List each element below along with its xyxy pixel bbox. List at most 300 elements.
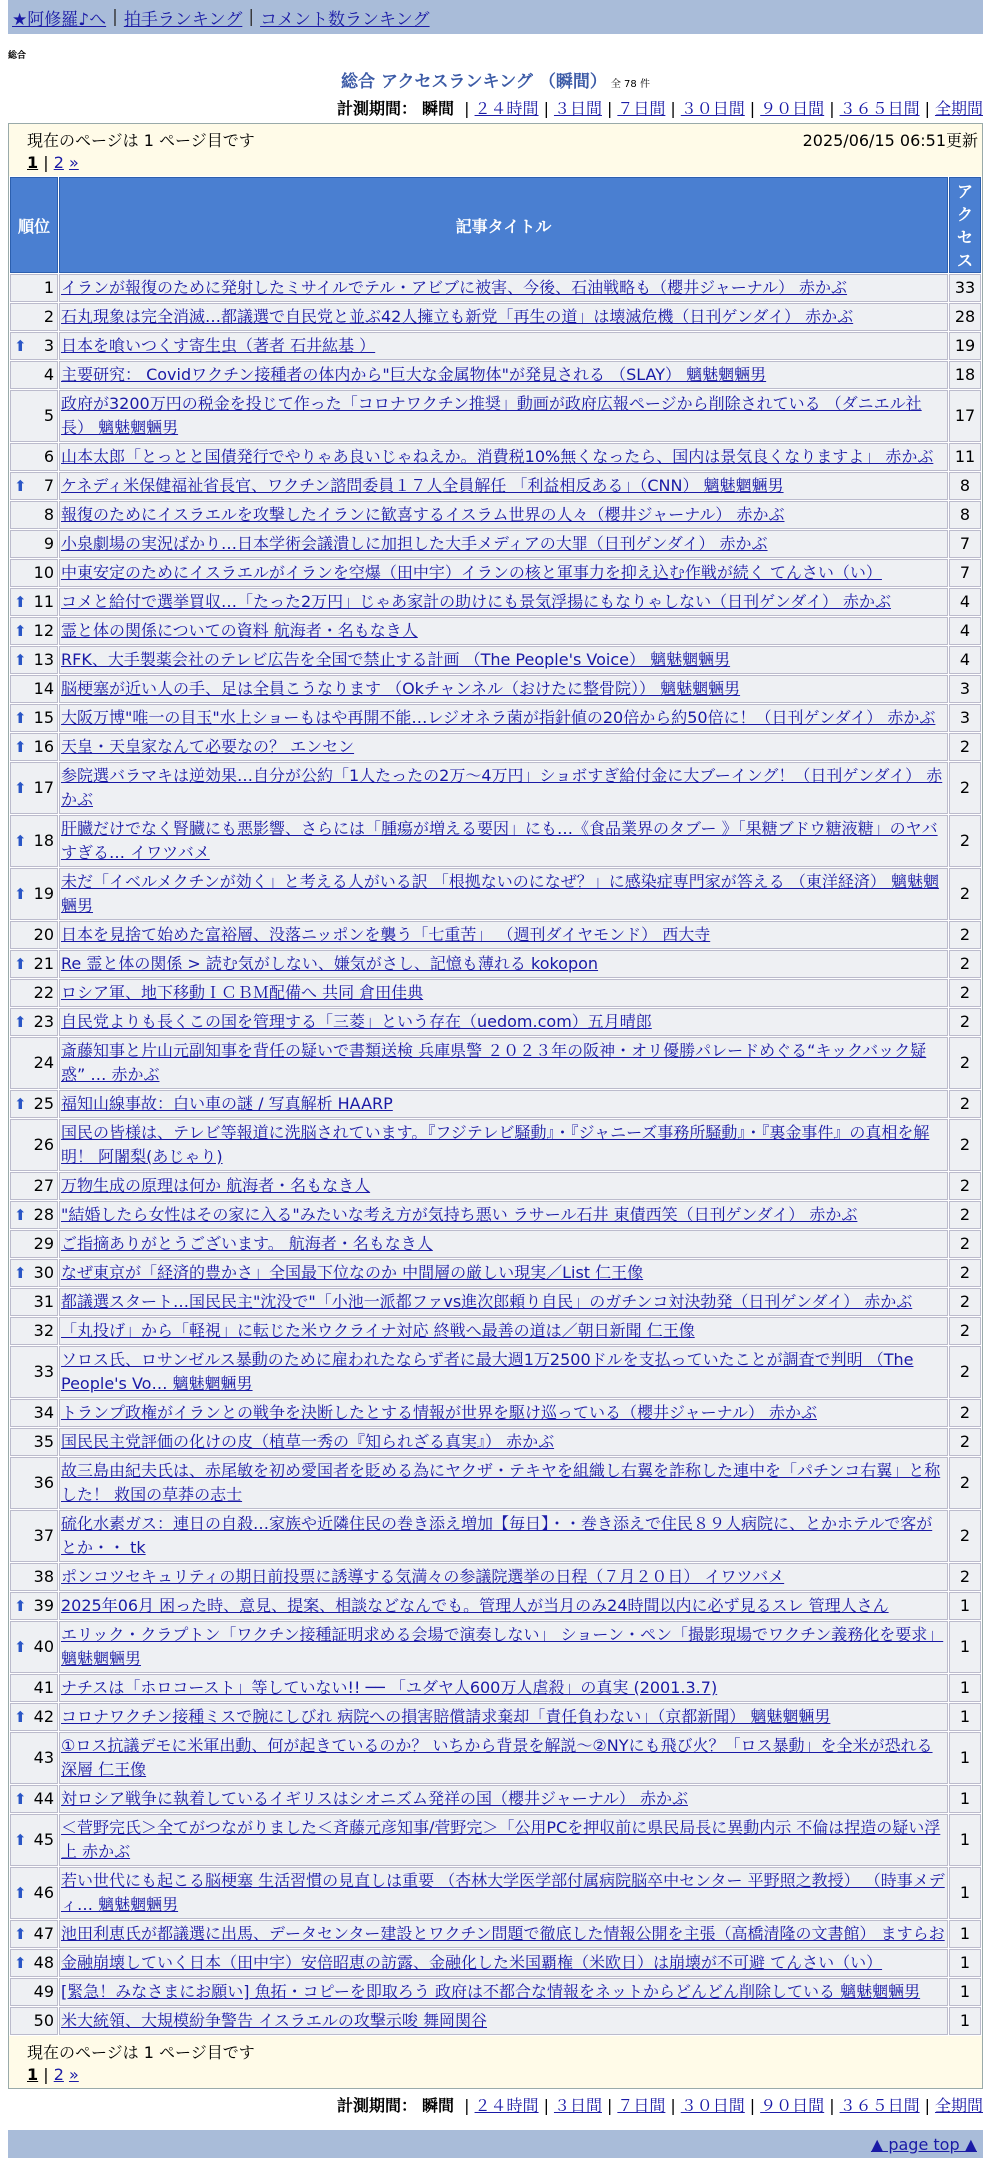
rank-up-icon: ⬆ [14, 709, 27, 727]
top-nav [8, 0, 983, 34]
table-row [10, 1346, 981, 1398]
rank-cell [10, 1563, 58, 1591]
article-link[interactable]: 参院選バラマキは逆効果…自分が公約「1人たったの2万～4万円」ショボすぎ給付金に大ブーイング！（日刊ゲンダイ） 赤かぶ [61, 766, 943, 809]
header-rank: 順位 [10, 177, 58, 273]
access-count: 2 [949, 868, 981, 920]
rank-up-icon: ⬆ [14, 1708, 27, 1726]
title-cell [59, 675, 948, 703]
access-count: 2 [949, 1090, 981, 1118]
period-separator: | [670, 99, 676, 118]
page-title: 総合 アクセスランキング （瞬間） [341, 72, 607, 92]
period-link[interactable]: ２４時間 [474, 2096, 539, 2115]
article-link[interactable]: 主要研究： Covidワクチン接種者の体内から"巨大な金属物体"が発見される （SLAY） 魑魅魍魎男 [61, 365, 767, 384]
article-link[interactable]: 「丸投げ」から「軽視」に転じた米ウクライナ対応 終戦へ最善の道は／朝日新聞 仁王像 [61, 1321, 695, 1340]
article-link[interactable]: トランプ政権がイランとの戦争を決断したとする情報が世界を駆け巡っている（櫻井ジャーナル） 赤かぶ [61, 1403, 817, 1422]
article-link[interactable]: 政府が3200万円の税金を投じて作った「コロナワクチン推奨」動画が政府広報ページから削除されている （ダニエル社長） 魑魅魍魎男 [61, 394, 922, 437]
rank-number: 13 [33, 650, 54, 669]
title-cell [59, 1621, 948, 1673]
access-count: 11 [949, 443, 981, 471]
access-count: 1 [949, 1592, 981, 1620]
table-row [10, 950, 981, 978]
article-link[interactable]: RFK、大手製薬会社のテレビ広告を全国で禁止する計画 （The People's Voice） 魑魅魍魎男 [61, 650, 731, 669]
page-info-bottom [9, 2036, 982, 2063]
title-cell [59, 979, 948, 1007]
article-link[interactable]: 故三島由紀夫氏は、赤尾敏を初め愛国者を貶める為にヤクザ・テキヤを組織し右翼を詐称した連中を「パチンコ右翼」と称した！ 救国の草莽の志士 [61, 1461, 941, 1504]
rank-number: 40 [33, 1637, 54, 1656]
rank-cell [10, 979, 58, 1007]
rank-number: 1 [43, 278, 54, 297]
article-link[interactable]: なぜ東京が「経済的豊かさ」全国最下位なのか 中間層の厳しい現実／List 仁王像 [61, 1263, 644, 1282]
rank-up-icon: ⬆ [14, 622, 27, 640]
article-link[interactable]: 石丸現象は完全消滅…都議選で自民党と並ぶ42人擁立も新党「再生の道」は壊滅危機（日刊ゲンダイ） 赤かぶ [61, 307, 854, 326]
rank-up-icon: ⬆ [14, 738, 27, 756]
rank-cell [10, 1119, 58, 1171]
title-cell [59, 303, 948, 331]
rank-cell [10, 2007, 58, 2035]
title-cell [59, 1090, 948, 1118]
period-link[interactable]: ９０日間 [760, 99, 825, 118]
access-count: 2 [949, 1346, 981, 1398]
table-row [10, 274, 981, 302]
access-count: 1 [949, 1867, 981, 1919]
article-link[interactable]: 報復のためにイスラエルを攻撃したイランに歓喜するイスラム世界の人々（櫻井ジャーナル） 赤かぶ [61, 505, 785, 524]
period-link[interactable]: ３０日間 [680, 99, 745, 118]
total-count: 全 78 件 [610, 79, 650, 90]
rank-cell [10, 1428, 58, 1456]
rank-number: 28 [33, 1205, 54, 1224]
nav-separator: | [248, 7, 255, 27]
title-cell [59, 588, 948, 616]
access-count: 4 [949, 588, 981, 616]
article-link[interactable]: 大阪万博"唯一の目玉"水上ショーもはや再開不能…レジオネラ菌が指針値の20倍から約50倍に！（日刊ゲンダイ） 赤かぶ [61, 708, 936, 727]
access-count: 8 [949, 472, 981, 500]
table-row [10, 1008, 981, 1036]
article-link[interactable]: ロシア軍、地下移動ＩＣＢＭ配備へ 共同 倉田佳典 [61, 983, 424, 1002]
article-link[interactable]: 対ロシア戦争に執着しているイギリスはシオニズム発祥の国（櫻井ジャーナル） 赤かぶ [61, 1789, 689, 1808]
access-count: 7 [949, 559, 981, 587]
title-cell [59, 1317, 948, 1345]
access-count: 1 [949, 1978, 981, 2006]
article-link[interactable]: ナチスは「ホロコースト」等していない!! ── 「ユダヤ人600万人虐殺」の真実 (2001.3.7) [61, 1678, 718, 1697]
table-row [10, 704, 981, 732]
table-row [10, 1230, 981, 1258]
article-link[interactable]: 福知山線事故：白い車の謎 / 写真解析 HAARP [61, 1094, 393, 1113]
title-cell [59, 950, 948, 978]
title-cell [59, 1920, 948, 1948]
article-link[interactable]: 池田利恵氏が都議選に出馬、データセンター建設とワクチン問題で徹底した情報公開を主張（高橋清隆の文書館） ますらお [61, 1924, 945, 1943]
rank-number: 36 [33, 1473, 54, 1492]
rank-cell [10, 390, 58, 442]
access-count: 2 [949, 921, 981, 949]
title-cell [59, 1867, 948, 1919]
rank-number: 21 [33, 954, 54, 973]
rank-up-icon: ⬆ [14, 477, 27, 495]
article-link[interactable]: 斎藤知事と片山元副知事を背任の疑いで書類送検 兵庫県警 ２０２３年の阪神・オリ優勝パレードめぐる“キックバック疑惑” … 赤かぶ [61, 1041, 927, 1084]
article-link[interactable]: ケネディ米保健福祉省長官、ワクチン諮問委員１７人全員解任 「利益相反ある」（CNN） 魑魅魍魎男 [61, 476, 784, 495]
rank-up-icon: ⬆ [14, 1206, 27, 1224]
rank-number: 9 [43, 534, 54, 553]
period-link[interactable]: ３６５日間 [839, 2096, 920, 2115]
period-separator: | [924, 99, 930, 118]
rank-number: 23 [33, 1012, 54, 1031]
rank-up-icon: ⬆ [14, 1954, 27, 1972]
period-link[interactable]: ３日間 [553, 99, 602, 118]
table-row [10, 1949, 981, 1977]
article-link[interactable]: ソロス氏、ロサンゼルス暴動のために雇われたならず者に最大週1万2500ドルを支払っていたことが調査で判明 （The People's Vo… 魑魅魍魎男 [61, 1350, 914, 1393]
title-cell [59, 1346, 948, 1398]
title-cell [59, 530, 948, 558]
period-separator: | [749, 99, 756, 118]
rank-up-icon: ⬆ [14, 885, 27, 903]
title-cell [59, 501, 948, 529]
article-link[interactable]: 金融崩壊していく日本（田中宇）安倍昭恵の訪露、金融化した米国覇権（米欧日）は崩壊が不可避 てんさい（い） [61, 1953, 883, 1972]
rank-number: 46 [33, 1883, 54, 1902]
rank-cell [10, 1346, 58, 1398]
rank-cell [10, 1703, 58, 1731]
rank-number: 5 [43, 406, 54, 425]
rank-number: 50 [33, 2011, 54, 2030]
access-count: 17 [949, 390, 981, 442]
access-count: 2 [949, 1510, 981, 1562]
access-count: 7 [949, 530, 981, 558]
access-count: 2 [949, 1119, 981, 1171]
title-cell [59, 868, 948, 920]
rank-cell [10, 501, 58, 529]
period-link[interactable]: ７日間 [617, 99, 666, 118]
rank-up-icon: ⬆ [14, 955, 27, 973]
period-label: 計測期間： [336, 2096, 417, 2115]
nav-separator: | [112, 7, 118, 27]
table-row [10, 675, 981, 703]
rank-up-icon: ⬆ [14, 1264, 27, 1282]
article-link[interactable]: 米大統領、大規模紛争警告 イスラエルの攻撃示唆 舞岡関谷 [61, 2011, 488, 2030]
access-count: 1 [949, 1920, 981, 1948]
rank-cell [10, 1037, 58, 1089]
rank-number: 7 [43, 476, 54, 495]
article-link[interactable]: コロナワクチン接種ミスで腕にしびれ 病院への損害賠償請求棄却「責任負わない」（京都新聞） 魑魅魍魎男 [61, 1707, 831, 1726]
rank-number: 2 [43, 307, 54, 326]
rank-cell [10, 274, 58, 302]
rank-cell [10, 361, 58, 389]
period-separator: | [464, 99, 470, 118]
article-link[interactable]: 硫化水素ガス：連日の自殺…家族や近隣住民の巻き添え増加【毎日】・・巻き添えで住民８９人病院に、とかホテルで客がとか・・ tk [61, 1514, 933, 1557]
page-title-line [0, 67, 991, 92]
title-cell [59, 472, 948, 500]
access-count: 2 [949, 815, 981, 867]
access-count: 4 [949, 617, 981, 645]
page-info [9, 124, 982, 151]
period-separator: | [606, 2096, 613, 2115]
rank-cell [10, 1230, 58, 1258]
title-cell [59, 1785, 948, 1813]
table-row [10, 1703, 981, 1731]
updated-timestamp: 2025/06/15 06:51更新 [802, 131, 978, 150]
table-row [10, 1510, 981, 1562]
pager-bottom: 1 | 2 » [27, 2065, 79, 2084]
access-count: 2 [949, 1457, 981, 1509]
article-link[interactable]: 自民党よりも長くこの国を管理する「三菱」という存在（uedom.com）五月晴郎 [61, 1012, 652, 1031]
period-link[interactable]: ２４時間 [474, 99, 539, 118]
table-row [10, 646, 981, 674]
article-link[interactable]: 2025年06月 困った時、意見、提案、相談などなんでも。管理人が当月のみ24時間以内に必ず見るスレ 管理人さん [61, 1596, 889, 1615]
access-count: 1 [949, 1949, 981, 1977]
article-link[interactable]: [緊急！みなさまにお願い] 魚拓・コピーを即取ろう 政府は不都合な情報をネットからどんどん削除している 魑魅魍魎男 [61, 1982, 921, 2001]
period-selector [0, 96, 983, 119]
article-link[interactable]: "結婚したら女性はその家に入る"みたいな考え方が気持ち悪い ラサール石井 東債西笑（日刊ゲンダイ） 赤かぶ [61, 1205, 858, 1224]
period-link[interactable]: ３日間 [553, 2096, 602, 2115]
rank-number: 17 [33, 778, 54, 797]
pager-current: 1 [27, 2065, 39, 2084]
rank-number: 14 [33, 679, 54, 698]
period-link[interactable]: 全期間 [934, 99, 983, 118]
access-count: 4 [949, 646, 981, 674]
ranking-panel [8, 123, 983, 2089]
article-link[interactable]: 天皇・天皇家なんて必要なの？ エンセン [61, 737, 355, 756]
article-link[interactable]: 万物生成の原理は何か 航海者・名もなき人 [61, 1176, 371, 1195]
period-link[interactable]: ７日間 [617, 2096, 666, 2115]
nav-link-asyura[interactable]: ★阿修羅♪へ [12, 9, 107, 30]
title-cell [59, 274, 948, 302]
access-count: 2 [949, 1288, 981, 1316]
rank-number: 42 [33, 1707, 54, 1726]
title-cell [59, 1428, 948, 1456]
rank-cell [10, 1949, 58, 1977]
access-count: 2 [949, 733, 981, 761]
pager-next[interactable]: » [68, 153, 79, 172]
rank-cell [10, 303, 58, 331]
table-row [10, 559, 981, 587]
rank-cell [10, 1674, 58, 1702]
period-link[interactable]: ３６５日間 [839, 99, 920, 118]
nav-link-clap-ranking[interactable]: 拍手ランキング [123, 9, 243, 30]
article-link[interactable]: 霊と体の関係についての資料 航海者・名もなき人 [61, 621, 418, 640]
access-count: 1 [949, 1814, 981, 1866]
title-cell [59, 733, 948, 761]
table-row [10, 1732, 981, 1784]
period-link[interactable]: ９０日間 [760, 2096, 825, 2115]
access-count: 1 [949, 1674, 981, 1702]
article-link[interactable]: 山本太郎「とっとと国債発行でやりゃあ良いじゃねえか。消費税10%無くなったら、国内は景気良くなりますよ」 赤かぶ [61, 447, 934, 466]
table-row [10, 1867, 981, 1919]
table-row [10, 1428, 981, 1456]
rank-cell [10, 1621, 58, 1673]
title-cell [59, 1563, 948, 1591]
article-link[interactable]: Re 霊と体の関係 > 読む気がしない、嫌気がさし、記憶も薄れる kokopon [61, 954, 599, 973]
period-separator: | [606, 99, 613, 118]
title-cell [59, 815, 948, 867]
rank-cell [10, 1510, 58, 1562]
rank-up-icon: ⬆ [14, 1831, 27, 1849]
article-link[interactable]: ご指摘ありがとうございます。 航海者・名もなき人 [61, 1234, 433, 1253]
period-separator: | [543, 2096, 549, 2115]
pager-next[interactable]: » [68, 2065, 79, 2084]
rank-cell [10, 617, 58, 645]
article-link[interactable]: 中東安定のためにイスラエルがイランを空爆（田中宇）イランの核と軍事力を抑え込む作戦が続く てんさい（い） [61, 563, 882, 582]
table-row [10, 1920, 981, 1948]
table-row [10, 472, 981, 500]
table-row [10, 530, 981, 558]
rank-number: 45 [33, 1830, 54, 1849]
rank-cell [10, 1090, 58, 1118]
article-link[interactable]: ①ロス抗議デモに米軍出動、何が起きているのか？ いちから背景を解説～②NYにも飛び火？「ロス暴動」を全米が恐れる深層 仁王像 [61, 1736, 933, 1779]
title-cell [59, 921, 948, 949]
title-cell [59, 1674, 948, 1702]
article-link[interactable]: ポンコツセキュリティの期日前投票に誘導する気満々の参議院選挙の日程（７月２０日） イワツバメ [61, 1567, 785, 1586]
access-count: 28 [949, 303, 981, 331]
rank-number: 39 [33, 1596, 54, 1615]
rank-cell [10, 1457, 58, 1509]
rank-up-icon: ⬆ [14, 832, 27, 850]
title-cell [59, 1399, 948, 1427]
category-label: 総合 [8, 51, 27, 61]
table-row [10, 762, 981, 814]
ranking-table [9, 176, 982, 2036]
rank-cell [10, 530, 58, 558]
table-row [10, 332, 981, 360]
access-count: 2 [949, 1201, 981, 1229]
title-cell [59, 332, 948, 360]
rank-cell [10, 588, 58, 616]
rank-number: 33 [33, 1362, 54, 1381]
pager-page-2[interactable]: 2 [53, 153, 64, 172]
current-page-text: 現在のページは 1 ページ目です [27, 131, 255, 150]
period-link[interactable]: ３０日間 [680, 2096, 745, 2115]
rank-number: 37 [33, 1526, 54, 1545]
article-link[interactable]: ＜菅野完氏＞全てがつながりました＜斉藤元彦知事/菅野完＞「公用PCを押収前に県民局長に異動内示 不倫は捏造の疑い浮上 赤かぶ [61, 1818, 941, 1861]
rank-number: 15 [33, 708, 54, 727]
rank-number: 11 [33, 592, 54, 611]
rank-number: 34 [33, 1403, 54, 1422]
table-row [10, 1201, 981, 1229]
rank-cell [10, 1172, 58, 1200]
article-link[interactable]: エリック・クラプトン「ワクチン接種証明求める会場で演奏しない」 ショーン・ペン「撮影現場でワクチン義務化を要求」 魑魅魍魎男 [61, 1625, 944, 1668]
table-row [10, 443, 981, 471]
rank-cell [10, 921, 58, 949]
access-count: 3 [949, 704, 981, 732]
current-page-text: 現在のページは 1 ページ目です [27, 2043, 255, 2062]
title-cell [59, 1037, 948, 1089]
rank-up-icon: ⬆ [14, 651, 27, 669]
header-access: アクセス [949, 177, 981, 273]
rank-number: 43 [33, 1748, 54, 1767]
table-row [10, 1317, 981, 1345]
title-cell [59, 762, 948, 814]
rank-cell [10, 704, 58, 732]
access-count: 1 [949, 1732, 981, 1784]
rank-cell [10, 1259, 58, 1287]
title-cell [59, 1703, 948, 1731]
rank-cell [10, 1317, 58, 1345]
table-row [10, 1259, 981, 1287]
header-title: 記事タイトル [59, 177, 948, 273]
table-row [10, 921, 981, 949]
title-cell [59, 1008, 948, 1036]
table-row [10, 1288, 981, 1316]
access-count: 2 [949, 979, 981, 1007]
access-count: 3 [949, 675, 981, 703]
rank-cell [10, 1399, 58, 1427]
rank-number: 16 [33, 737, 54, 756]
table-row [10, 1785, 981, 1813]
article-link[interactable]: 脳梗塞が近い人の手、足は全員こうなります （Okチャンネル（おけたに整骨院）） 魑魅魍魎男 [61, 679, 741, 698]
rank-up-icon: ⬆ [14, 593, 27, 611]
title-cell [59, 1510, 948, 1562]
access-count: 2 [949, 1172, 981, 1200]
table-row [10, 1037, 981, 1089]
page-top-link[interactable]: ▲ page top ▲ [870, 2134, 977, 2154]
article-link[interactable]: 若い世代にも起こる脳梗塞 生活習慣の見直しは重要 （杏林大学医学部付属病院脳卒中センター 平野照之教授） （時事メディ… 魑魅魍魎男 [61, 1871, 945, 1914]
rank-cell [10, 675, 58, 703]
rank-cell [10, 1978, 58, 2006]
rank-up-icon: ⬆ [14, 337, 27, 355]
rank-number: 22 [33, 983, 54, 1002]
article-link[interactable]: 国民民主党評価の化けの皮（植草一秀の『知られざる真実』） 赤かぶ [61, 1432, 555, 1451]
title-cell [59, 1201, 948, 1229]
rank-cell [10, 762, 58, 814]
access-count: 2 [949, 1037, 981, 1089]
pager: 1 | 2 » [27, 153, 79, 172]
access-count: 2 [949, 1399, 981, 1427]
rank-cell [10, 646, 58, 674]
access-count: 2 [949, 1563, 981, 1591]
rank-number: 35 [33, 1432, 54, 1451]
rank-number: 38 [33, 1567, 54, 1586]
pager-page-2[interactable]: 2 [53, 2065, 64, 2084]
rank-up-icon: ⬆ [14, 1925, 27, 1943]
rank-cell [10, 1867, 58, 1919]
rank-number: 26 [33, 1135, 54, 1154]
article-link[interactable]: 国民の皆様は、テレビ等報道に洗脳されています。『フジテレビ騒動』・『ジャニーズ事務所騒動』・『裏金事件』の真相を解明！ 阿闍梨(あじゃり) [61, 1123, 930, 1166]
rank-number: 25 [33, 1094, 54, 1113]
rank-cell [10, 815, 58, 867]
rank-cell [10, 559, 58, 587]
title-cell [59, 646, 948, 674]
rank-cell [10, 950, 58, 978]
title-cell [59, 2007, 948, 2035]
title-cell [59, 1949, 948, 1977]
rank-cell [10, 733, 58, 761]
period-separator: | [924, 2096, 930, 2115]
rank-number: 18 [33, 831, 54, 850]
rank-number: 20 [33, 925, 54, 944]
access-count: 2 [949, 1230, 981, 1258]
title-cell [59, 1230, 948, 1258]
period-link[interactable]: 全期間 [934, 2096, 983, 2115]
article-link[interactable]: 肝臓だけでなく腎臓にも悪影響、さらには「腫瘍が増える要因」にも…《食品業界のタブー 》「果糖ブドウ糖液糖」のヤバすぎる… イワツバメ [61, 819, 938, 862]
title-cell [59, 1592, 948, 1620]
rank-number: 30 [33, 1263, 54, 1282]
table-row [10, 1172, 981, 1200]
access-count: 2 [949, 1428, 981, 1456]
rank-up-icon: ⬆ [14, 1597, 27, 1615]
rank-up-icon: ⬆ [14, 1013, 27, 1031]
article-link[interactable]: 都議選スタート…国民民主"沈没で"「小池一派都ファvs進次郎頼り自民」のガチンコ対決勃発（日刊ゲンダイ） 赤かぶ [61, 1292, 913, 1311]
rank-cell [10, 332, 58, 360]
rank-cell [10, 1288, 58, 1316]
title-cell [59, 1978, 948, 2006]
article-link[interactable]: コメと給付で選挙買収…「たった2万円」じゃあ家計の助けにも景気浮揚にもなりゃしない（日刊ゲンダイ） 赤かぶ [61, 592, 891, 611]
article-link[interactable]: 日本を喰いつくす寄生虫（著者 石井紘基 ） [61, 336, 376, 355]
article-link[interactable]: 日本を見捨て始めた富裕層、没落ニッポンを襲う「七重苦」 （週刊ダイヤモンド） 西大寺 [61, 925, 711, 944]
article-link[interactable]: 未だ「イベルメクチンが効く」と考える人がいる訳 「根拠ないのになぜ？」に感染症専門家が答える （東洋経済） 魑魅魍魎男 [61, 872, 939, 915]
table-row [10, 390, 981, 442]
article-link[interactable]: 小泉劇場の実況ばかり…日本学術会議潰しに加担した大手メディアの大罪（日刊ゲンダイ） 赤かぶ [61, 534, 768, 553]
article-link[interactable]: イランが報復のために発射したミサイルでテル・アビブに被害、今後、石油戦略も（櫻井ジャーナル） 赤かぶ [61, 278, 848, 297]
access-count: 18 [949, 361, 981, 389]
rank-cell [10, 1732, 58, 1784]
title-cell [59, 443, 948, 471]
nav-link-comment-ranking[interactable]: コメント数ランキング [260, 9, 430, 30]
